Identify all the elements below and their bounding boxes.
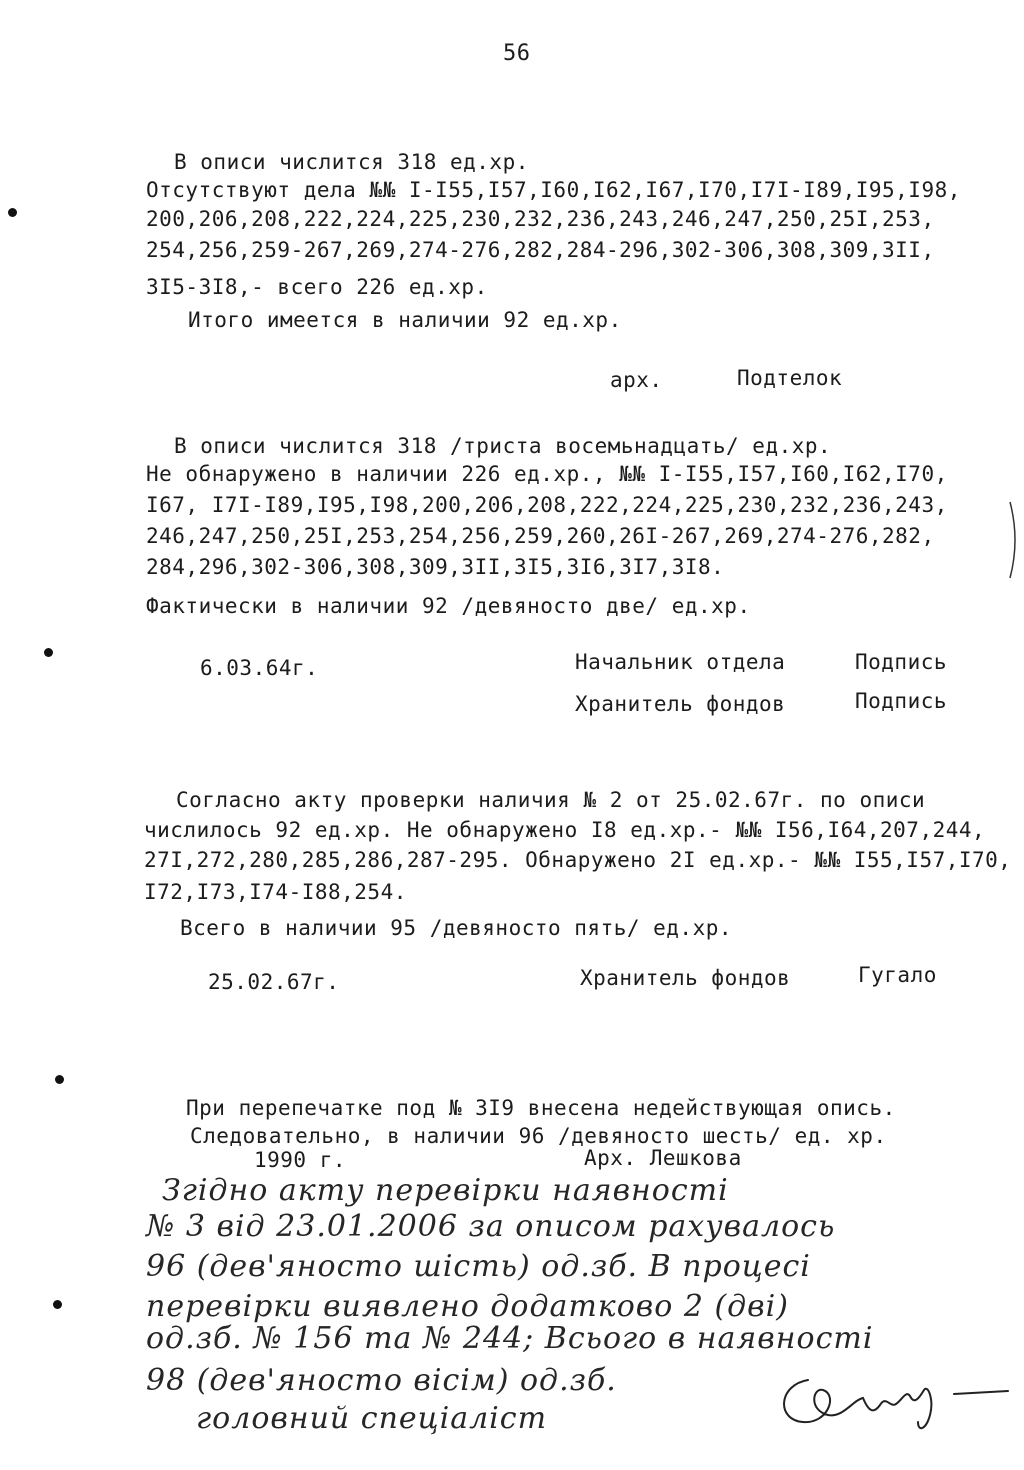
- signer-name: Подтелок: [737, 366, 843, 390]
- text-line: В описи числится 318 /триста восемьнадцать/ ед.хр.: [174, 434, 832, 458]
- text-line: 3I5-3I8,- всего 226 ед.хр.: [146, 275, 488, 299]
- signature-position: Хранитель фондов: [575, 692, 786, 716]
- document-year: 1990 г.: [254, 1148, 347, 1172]
- signature-role: арх.: [610, 368, 663, 392]
- handwritten-line: 96 (дев'яносто шість) од.зб. В процесі: [146, 1249, 811, 1284]
- handwritten-signature: [768, 1360, 1018, 1440]
- handwritten-line: 98 (дев'яносто вісім) од.зб.: [146, 1363, 617, 1398]
- punch-hole-mark: [8, 208, 17, 217]
- text-line: I72,I73,I74-I88,254.: [144, 880, 407, 904]
- text-line: Следовательно, в наличии 96 /девяносто шесть/ ед. хр.: [190, 1124, 887, 1148]
- text-line: Отсутствуют дела №№ I-I55,I57,I60,I62,I67,I70,I7I-I89,I95,I98,: [146, 178, 961, 202]
- punch-hole-mark: [55, 1075, 64, 1084]
- signer-name: Гугало: [858, 963, 937, 987]
- text-line: Согласно акту проверки наличия № 2 от 25.02.67г. по описи: [176, 788, 926, 812]
- signature-placeholder: Подпись: [855, 650, 948, 674]
- text-line: Фактически в наличии 92 /девяносто две/ ед.хр.: [146, 594, 751, 618]
- handwritten-line: головний спеціаліст: [196, 1401, 548, 1436]
- text-line: 246,247,250,25I,253,254,256,259,260,26I-267,269,274-276,282,: [146, 524, 935, 548]
- text-line: 284,296,302-306,308,309,3II,3I5,3I6,3I7,3I8.: [146, 555, 725, 579]
- text-line: числилось 92 ед.хр. Не обнаружено I8 ед.хр.- №№ I56,I64,207,244,: [144, 818, 986, 842]
- text-line: Итого имеется в наличии 92 ед.хр.: [188, 308, 622, 332]
- text-line: 27I,272,280,285,286,287-295. Обнаружено 2I ед.хр.- №№ I55,I57,I70,: [144, 848, 1012, 872]
- text-line: При перепечатке под № 3I9 внесена недействующая опись.: [186, 1096, 896, 1120]
- page-number: 56: [503, 41, 531, 66]
- margin-bracket-mark: [1008, 500, 1022, 580]
- text-line: 254,256,259-267,269,274-276,282,284-296,302-306,308,309,3II,: [146, 238, 935, 262]
- handwritten-line: од.зб. № 156 та № 244; Всього в наявності: [146, 1321, 874, 1356]
- signer-name: Арх. Лешкова: [584, 1146, 742, 1170]
- handwritten-line: Згідно акту перевірки наявності: [162, 1173, 729, 1208]
- handwritten-line: перевірки виявлено додатково 2 (дві): [146, 1289, 789, 1324]
- text-line: Не обнаружено в наличии 226 ед.хр., №№ I-I55,I57,I60,I62,I70,: [146, 462, 948, 486]
- punch-hole-mark: [53, 1300, 62, 1309]
- signature-placeholder: Подпись: [855, 689, 948, 713]
- text-line: I67, I7I-I89,I95,I98,200,206,208,222,224,225,230,232,236,243,: [146, 493, 948, 517]
- handwritten-line: № 3 від 23.01.2006 за описом рахувалось: [146, 1209, 836, 1244]
- punch-hole-mark: [44, 648, 53, 657]
- text-line: 200,206,208,222,224,225,230,232,236,243,246,247,250,25I,253,: [146, 207, 935, 231]
- document-date: 25.02.67г.: [208, 970, 340, 994]
- signature-position: Хранитель фондов: [580, 966, 791, 990]
- document-date: 6.03.64г.: [200, 656, 319, 680]
- text-line: Всего в наличии 95 /девяносто пять/ ед.хр.: [180, 916, 733, 940]
- signature-position: Начальник отдела: [575, 650, 786, 674]
- text-line: В описи числится 318 ед.хр.: [174, 150, 529, 174]
